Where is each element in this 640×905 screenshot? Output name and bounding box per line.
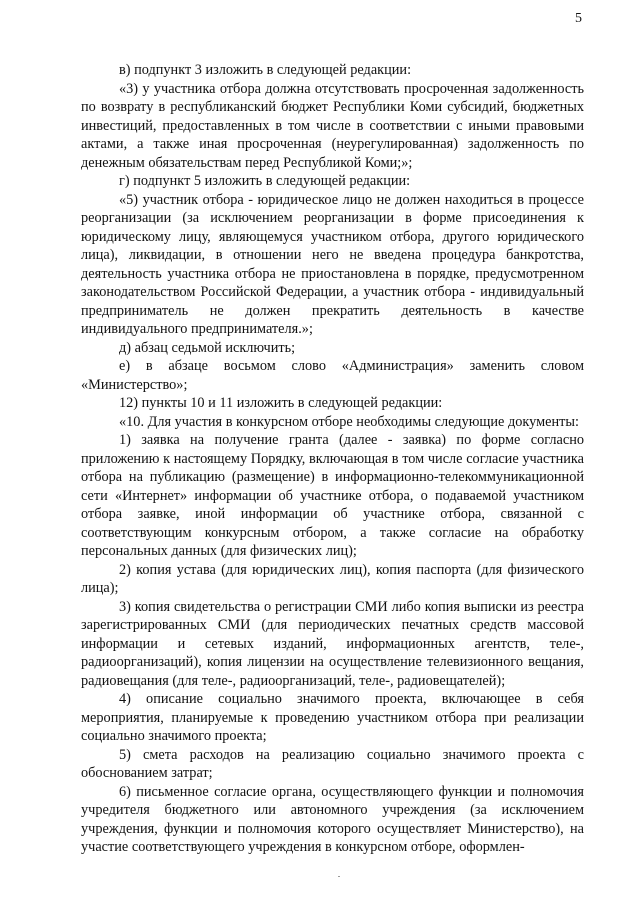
paragraph-doc-4: 4) описание социально значимого проекта, включающее в себя мероприятия, планируемые к проведению участником отбора при реализации социально значимого проекта;	[81, 691, 584, 744]
paragraph-subitem-e: е) в абзаце восьмом слово «Администрация» заменить словом «Министерство»;	[81, 358, 584, 393]
paragraph-subitem-d: д) абзац седьмой исключить;	[119, 339, 296, 356]
document-body	[81, 61, 584, 857]
scan-speck	[338, 876, 340, 877]
paragraph-doc-5: 5) смета расходов на реализацию социально значимого проекта с обоснованием затрат;	[81, 746, 584, 781]
paragraph-item-12: 12) пункты 10 и 11 изложить в следующей редакции:	[119, 395, 443, 411]
paragraph-item-5-text: «5) участник отбора - юридическое лицо не должен находиться в процессе реорганизации (за исключением реорганизации в форме присоединения к юридическому лицу, являющемуся участником отбора, другого юридического лица), ликвидации, в отношении него не введена процедура банкротства, деятельность участника отбора не приостановлена в порядке, предусмотренном законодательством Российской Федерации, а участник отбора - индивидуальный предприниматель не должен прекратить деятельность в качестве индивидуального предпринимателя.»;	[81, 191, 584, 337]
paragraph-subitem-g: г) подпункт 5 изложить в следующей редакции:	[119, 173, 411, 189]
paragraph-doc-2: 2) копия устава (для юридических лиц), копия паспорта (для физического лица);	[81, 561, 584, 596]
paragraph-doc-3: 3) копия свидетельства о регистрации СМИ либо копия выписки из реестра зарегистрированных СМИ (для периодических печатных средств массовой информации и сетевых изданий, информационных агентств, теле-, радиоорганизаций), копия лицензии на осуществление телевизионного вещания, радиовещания (для теле-, радиоорганизаций, теле-, радиовещателей);	[81, 598, 584, 689]
paragraph-subitem-v: в) подпункт 3 изложить в следующей редакции:	[119, 62, 412, 78]
paragraph-doc-1: 1) заявка на получение гранта (далее - заявка) по форме согласно приложению к настоящему Порядку, включающая в том числе согласие участника отбора на публикацию (размещение) в информационно-телекоммуникационной сети «Интернет» информации об участнике отбора, о подаваемой участником отбора заявке, иной информации об участнике отбора, связанной с соответствующим конкурсным отбором, а также согласие на обработку персональных данных (для физических лиц);	[81, 432, 584, 559]
page-number: 5	[575, 11, 582, 26]
paragraph-item-3-text: «3) у участника отбора должна отсутствовать просроченная задолженность по возврату в республиканский бюджет Республики Коми субсидий, бюджетных инвестиций, предоставленных в том числе в соответствии с иными правовыми актами, а также иная просроченная (неурегулированная) задолженность по денежным обязательствам перед Республикой Коми;»;	[81, 80, 584, 171]
paragraph-point-10: «10. Для участия в конкурсном отборе необходимы следующие документы:	[119, 413, 579, 430]
paragraph-doc-6: 6) письменное согласие органа, осуществляющего функции и полномочия учредителя бюджетного или автономного учреждения (за исключением учреждения, функции и полномочия которого осуществляет Министерство), на участие соответствующего учреждения в конкурсном отборе, оформлен-	[81, 783, 584, 855]
